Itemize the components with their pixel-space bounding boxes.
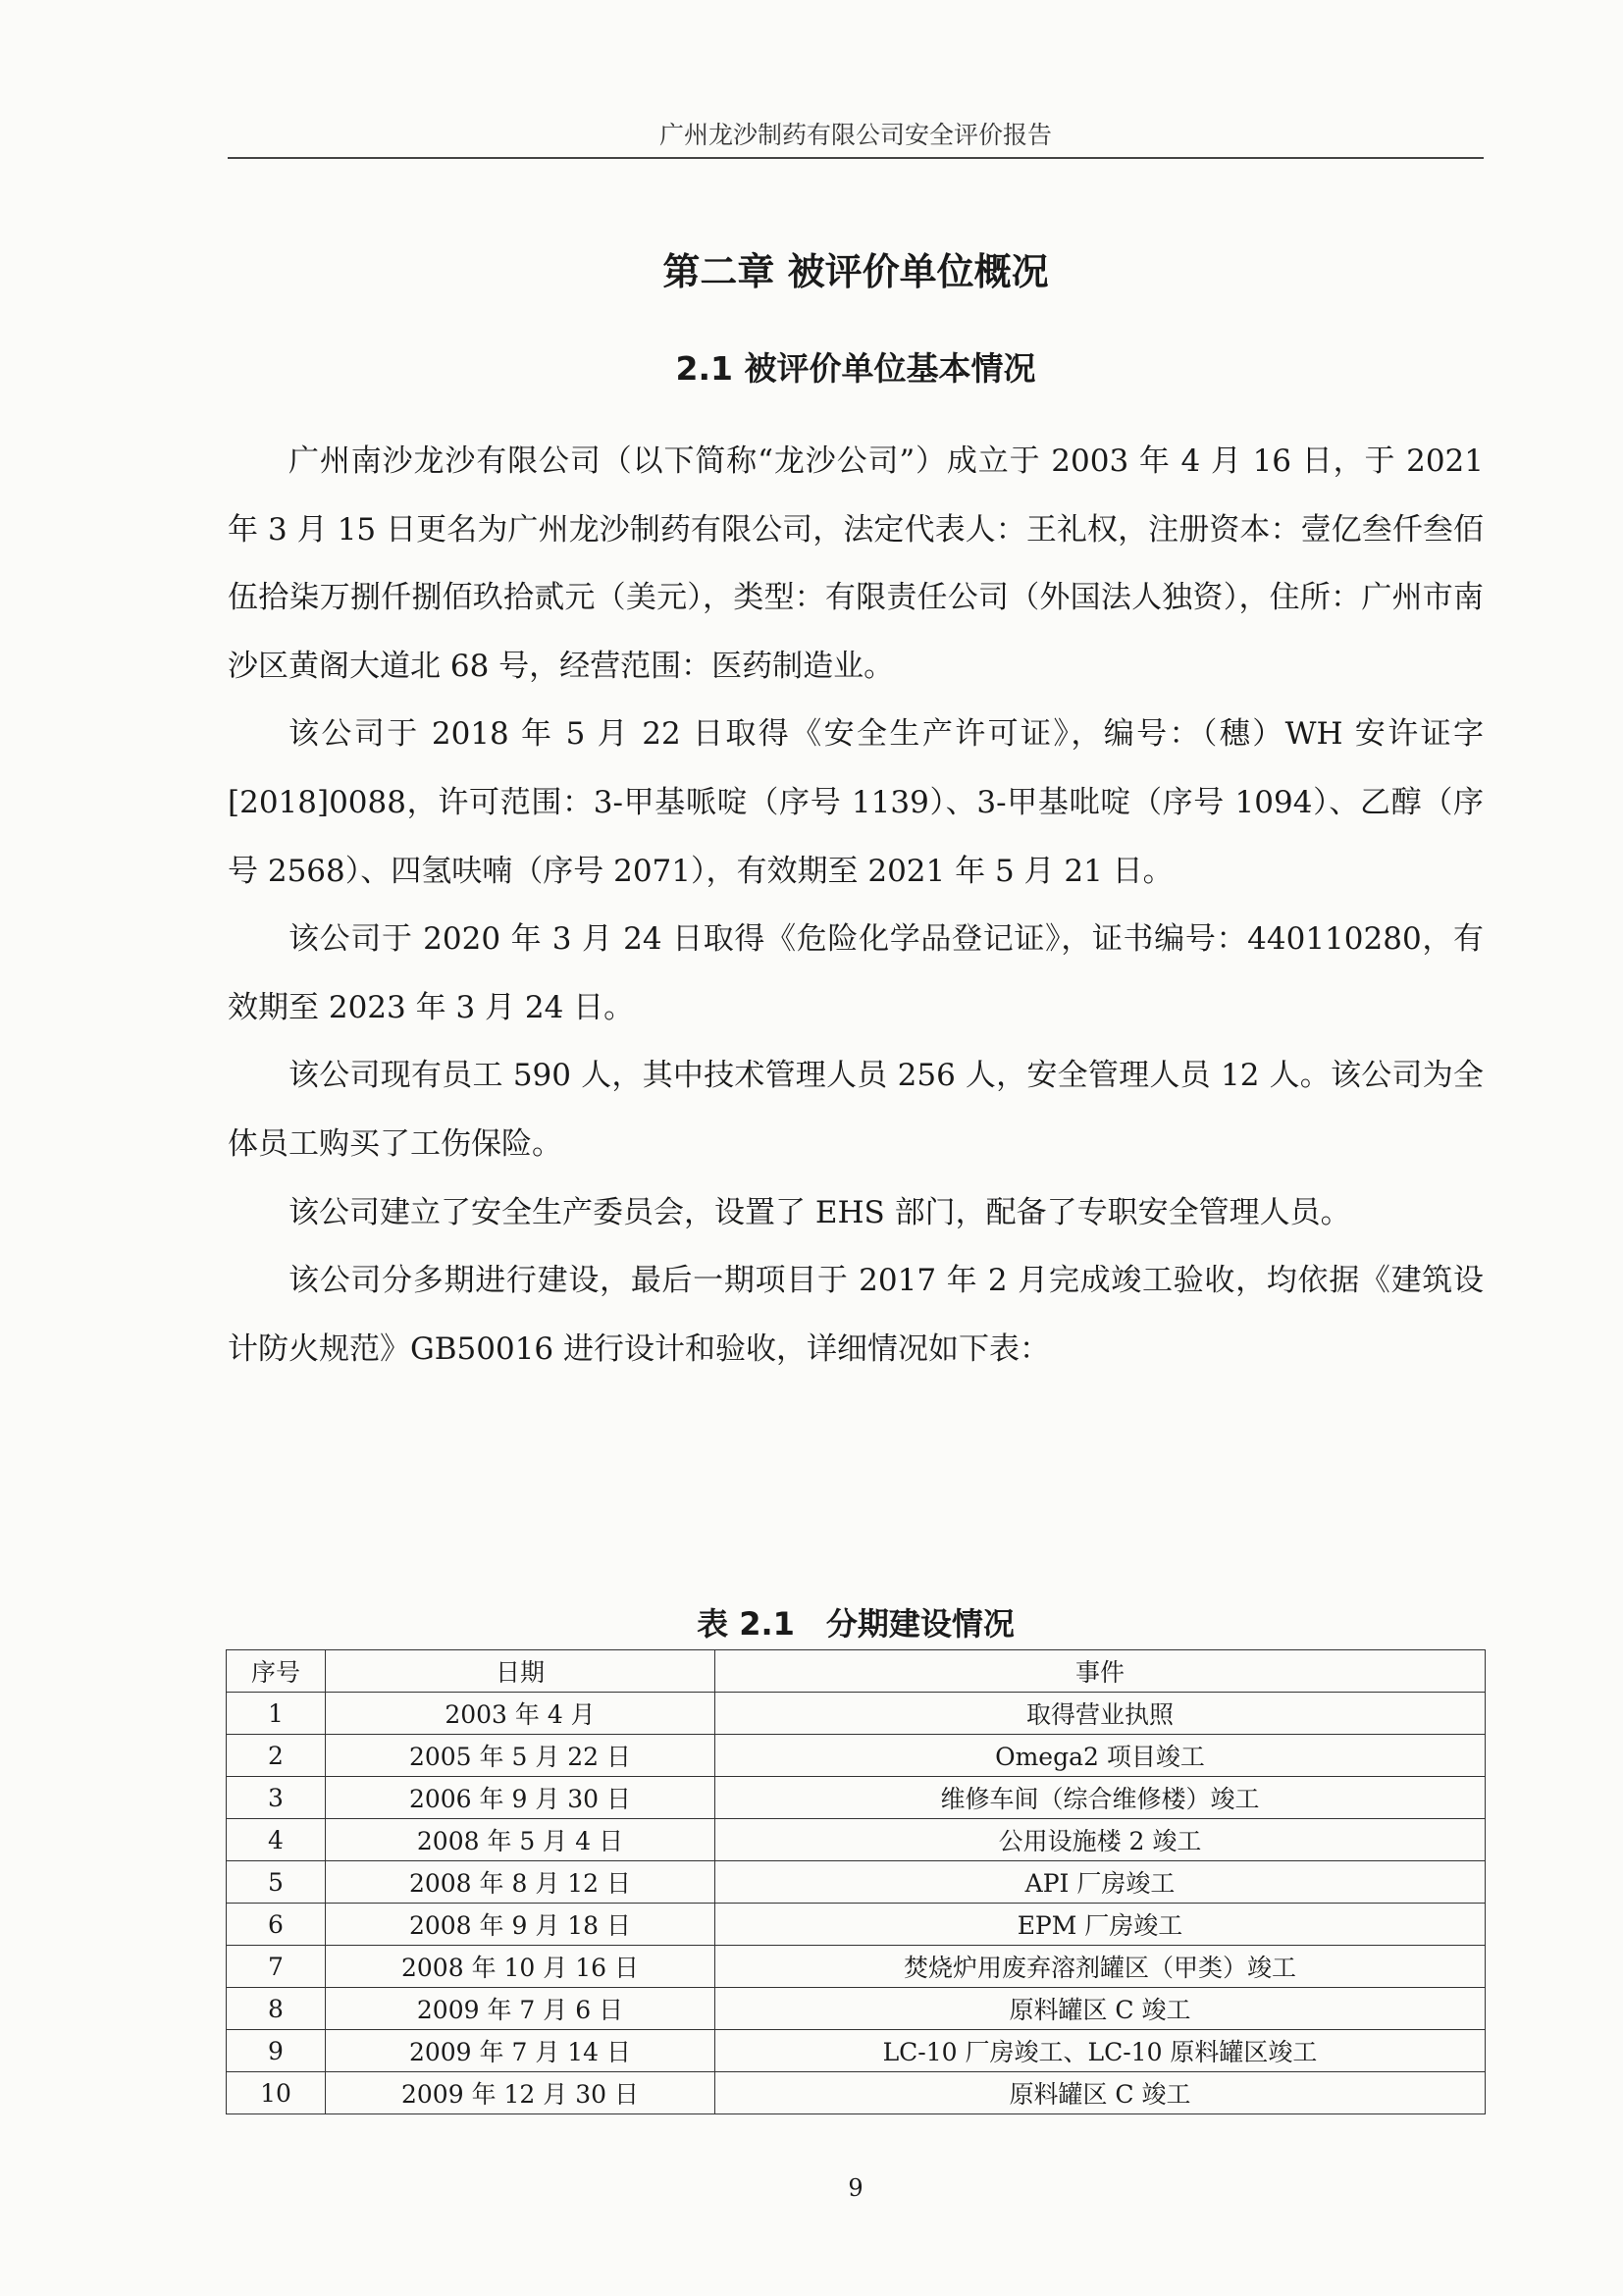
cell-event: 焚烧炉用废弃溶剂罐区（甲类）竣工	[715, 1946, 1486, 1988]
cell-event: API 厂房竣工	[715, 1861, 1486, 1904]
cell-no: 3	[227, 1777, 326, 1819]
cell-no: 7	[227, 1946, 326, 1988]
table-row	[227, 1735, 1486, 1777]
table-row	[227, 1946, 1486, 1988]
paragraph-hazchem-registration: 该公司于 2020 年 3 月 24 日取得《危险化学品登记证》，证书编号：440110280，有效期至 2023 年 3 月 24 日。	[228, 921, 1484, 1025]
cell-no: 5	[227, 1861, 326, 1904]
paragraph-safety-license: 该公司于 2018 年 5 月 22 日取得《安全生产许可证》，编号：（穗）WH 安许证字[2018]0088，许可范围：3-甲基哌啶（序号 1139）、3-甲基吡啶（序号 1094）、乙醇（序号 2568）、四氢呋喃（序号 2071），有效期至 2021 年 5 月 21 日。	[228, 716, 1484, 889]
cell-no: 9	[227, 2030, 326, 2072]
page-number: 9	[848, 2174, 864, 2202]
cell-date: 2005 年 5 月 22 日	[326, 1735, 715, 1777]
cell-event: 取得营业执照	[715, 1693, 1486, 1735]
cell-no: 6	[227, 1904, 326, 1946]
cell-date: 2008 年 9 月 18 日	[326, 1904, 715, 1946]
header-event: 事件	[715, 1650, 1486, 1693]
cell-no: 10	[227, 2072, 326, 2114]
cell-date: 2009 年 12 月 30 日	[326, 2072, 715, 2114]
table-row	[227, 1861, 1486, 1904]
chapter-title: 第二章 被评价单位概况	[662, 250, 1049, 293]
paragraph-company-info: 广州南沙龙沙有限公司（以下简称“龙沙公司”）成立于 2003 年 4 月 16 日，于 2021 年 3 月 15 日更名为广州龙沙制药有限公司，法定代表人：王礼权，注册资本：壹亿叁仟叁佰伍拾柒万捌仟捌佰玖拾贰元（美元），类型：有限责任公司（外国法人独资），住所：广州市南沙区黄阁大道北 68 号，经营范围：医药制造业。	[228, 444, 1484, 684]
cell-date: 2009 年 7 月 6 日	[326, 1988, 715, 2030]
table-header-row	[227, 1650, 1486, 1693]
running-header: 广州龙沙制药有限公司安全评价报告	[658, 121, 1052, 149]
cell-event: LC-10 厂房竣工、LC-10 原料罐区竣工	[715, 2030, 1486, 2072]
cell-event: 公用设施楼 2 竣工	[715, 1819, 1486, 1861]
table-row	[227, 1777, 1486, 1819]
cell-no: 1	[227, 1693, 326, 1735]
cell-no: 8	[227, 1988, 326, 2030]
header-no: 序号	[227, 1650, 326, 1693]
cell-date: 2006 年 9 月 30 日	[326, 1777, 715, 1819]
table-row	[227, 1988, 1486, 2030]
section-title: 2.1 被评价单位基本情况	[675, 349, 1036, 388]
cell-event: EPM 厂房竣工	[715, 1904, 1486, 1946]
cell-event: Omega2 项目竣工	[715, 1735, 1486, 1777]
construction-stages-table	[226, 1649, 1486, 2114]
cell-date: 2003 年 4 月	[326, 1693, 715, 1735]
cell-event: 原料罐区 C 竣工	[715, 1988, 1486, 2030]
header-rule	[228, 157, 1484, 159]
cell-event: 维修车间（综合维修楼）竣工	[715, 1777, 1486, 1819]
cell-date: 2009 年 7 月 14 日	[326, 2030, 715, 2072]
paragraph-staff: 该公司现有员工 590 人，其中技术管理人员 256 人，安全管理人员 12 人。该公司为全体员工购买了工伤保险。	[228, 1058, 1484, 1162]
cell-date: 2008 年 8 月 12 日	[326, 1861, 715, 1904]
cell-no: 2	[227, 1735, 326, 1777]
cell-date: 2008 年 10 月 16 日	[326, 1946, 715, 1988]
cell-date: 2008 年 5 月 4 日	[326, 1819, 715, 1861]
table-row	[227, 2030, 1486, 2072]
table-row	[227, 1904, 1486, 1946]
cell-event: 原料罐区 C 竣工	[715, 2072, 1486, 2114]
paragraph-construction: 该公司分多期进行建设，最后一期项目于 2017 年 2 月完成竣工验收，均依据《建筑设计防火规范》GB50016 进行设计和验收，详细情况如下表：	[228, 1263, 1484, 1367]
body-text	[228, 428, 1484, 1383]
header-date: 日期	[326, 1650, 715, 1693]
paragraph-safety-committee: 该公司建立了安全生产委员会，设置了 EHS 部门，配备了专职安全管理人员。	[288, 1194, 1351, 1230]
table-row	[227, 2072, 1486, 2114]
table-caption: 表 2.1 分期建设情况	[697, 1605, 1015, 1643]
cell-no: 4	[227, 1819, 326, 1861]
table-row	[227, 1819, 1486, 1861]
table-row	[227, 1693, 1486, 1735]
